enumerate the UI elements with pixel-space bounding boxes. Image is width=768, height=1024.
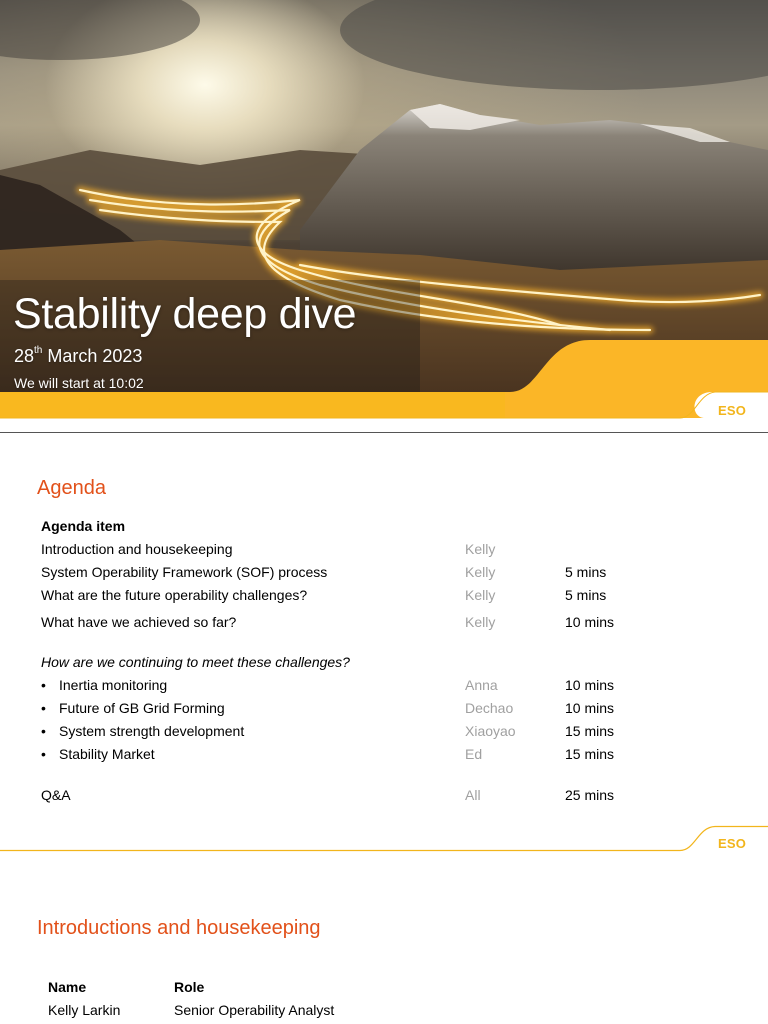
agenda-subheading: How are we continuing to meet these challenges? <box>41 654 350 670</box>
agenda-row <box>0 541 768 561</box>
agenda-time: 5 mins <box>565 587 607 603</box>
agenda-item: Future of GB Grid Forming <box>59 700 225 716</box>
footer-line <box>0 823 768 853</box>
person-role: Senior Operability Analyst <box>174 1002 335 1018</box>
agenda-owner: Ed <box>465 746 483 762</box>
agenda-item: Introduction and housekeeping <box>41 541 233 557</box>
agenda-time: 25 mins <box>565 787 615 803</box>
agenda-item: Stability Market <box>59 746 155 762</box>
agenda-item-header: Agenda item <box>41 518 126 534</box>
date-suffix: th <box>34 345 43 356</box>
agenda-time: 15 mins <box>565 746 615 762</box>
agenda-bullet-row <box>0 700 768 720</box>
agenda-bullet-row <box>0 723 768 743</box>
agenda-heading: Agenda <box>37 477 106 499</box>
agenda-item: System Operability Framework (SOF) process <box>41 564 328 580</box>
agenda-owner: Kelly <box>465 541 496 557</box>
agenda-owner: Xiaoyao <box>465 723 516 739</box>
agenda-bullet-row <box>0 677 768 697</box>
agenda-owner: Kelly <box>465 614 496 630</box>
agenda-owner: Kelly <box>465 564 496 580</box>
agenda-item: Inertia monitoring <box>59 677 168 693</box>
bullet-icon: • <box>41 700 46 716</box>
introductions-slide <box>0 866 768 1024</box>
presentation-title: Stability deep dive <box>13 290 357 338</box>
agenda-bullet-row <box>0 746 768 766</box>
name-column-header: Name <box>48 979 87 995</box>
start-time-note: We will start at 10:02 <box>14 375 144 391</box>
agenda-owner: Dechao <box>465 700 514 716</box>
agenda-item: Q&A <box>41 787 71 803</box>
agenda-row <box>0 587 768 607</box>
brand-band <box>0 0 768 432</box>
role-column-header: Role <box>174 979 205 995</box>
footer-swoosh <box>0 823 768 853</box>
bullet-icon: • <box>41 723 46 739</box>
agenda-time: 5 mins <box>565 564 607 580</box>
bullet-icon: • <box>41 746 46 762</box>
agenda-item: System strength development <box>59 723 245 739</box>
title-slide <box>0 0 768 432</box>
introductions-heading: Introductions and housekeeping <box>37 917 321 939</box>
agenda-item: What are the future operability challenges? <box>41 587 308 603</box>
agenda-slide <box>0 433 768 865</box>
agenda-owner: All <box>465 787 481 803</box>
agenda-item: What have we achieved so far? <box>41 614 237 630</box>
date-day: 28 <box>14 346 35 366</box>
agenda-row <box>0 614 768 634</box>
agenda-owner: Kelly <box>465 587 496 603</box>
agenda-time: 10 mins <box>565 700 615 716</box>
agenda-time: 10 mins <box>565 614 615 630</box>
agenda-row <box>0 787 768 807</box>
agenda-row <box>0 564 768 584</box>
person-name: Kelly Larkin <box>48 1002 121 1018</box>
agenda-time: 15 mins <box>565 723 615 739</box>
eso-logo: ESO <box>718 836 747 851</box>
eso-logo: ESO <box>718 403 747 418</box>
agenda-header-row <box>0 518 768 538</box>
agenda-time: 10 mins <box>565 677 615 693</box>
agenda-subheading-row <box>0 654 768 674</box>
date-month-year: March 2023 <box>42 346 143 366</box>
bullet-icon: • <box>41 677 46 693</box>
agenda-owner: Anna <box>465 677 498 693</box>
